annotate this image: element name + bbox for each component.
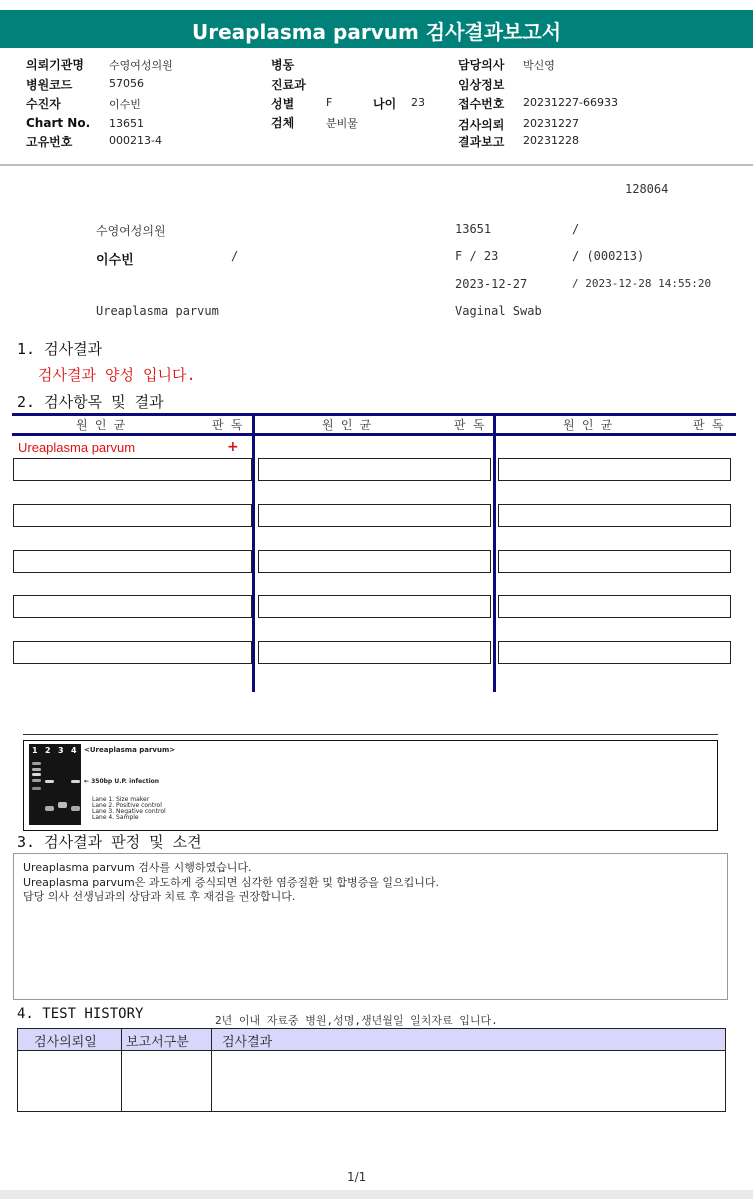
specimen-label: 검체 — [271, 116, 295, 130]
col-header-pathogen-2: 원 인 균 — [322, 418, 372, 432]
info-specimen: Vaginal Swab — [455, 304, 542, 318]
grid-header-line — [12, 433, 736, 436]
hospital-code-value: 57056 — [109, 77, 144, 90]
result-cell — [498, 550, 731, 573]
report-title-bar — [0, 10, 753, 48]
gel-legend-item: Lane 2. Positive control — [92, 802, 162, 809]
info-date-reported: / 2023-12-28 14:55:20 — [572, 277, 712, 290]
lane-number: 1 — [32, 746, 38, 755]
section3-title: 3. 검사결과 판정 및 소견 — [17, 833, 202, 851]
col-header-pathogen-1: 원 인 균 — [76, 418, 126, 432]
lane-number: 3 — [58, 746, 64, 755]
ward-label: 병동 — [271, 58, 295, 72]
section4-title: 4. TEST HISTORY — [17, 1006, 144, 1022]
request-date-value: 20231227 — [523, 117, 579, 130]
sex-label: 성별 — [271, 97, 295, 111]
gel-electrophoresis-image — [29, 744, 81, 825]
header-divider — [0, 164, 753, 166]
department-label: 진료과 — [271, 78, 306, 92]
ladder-band — [32, 762, 41, 765]
opinion-line: Ureaplasma parvum 검사를 시행하였습니다. — [23, 861, 252, 874]
hospital-code-label: 병원코드 — [26, 78, 73, 92]
sex-value: F — [326, 96, 333, 109]
section1-title: 1. 검사결과 — [17, 340, 103, 358]
pathogen-reading: + — [227, 439, 239, 455]
history-col-report-type: 보고서구분 — [126, 1035, 189, 1050]
grid-divider-2 — [493, 413, 496, 692]
result-cell — [498, 504, 731, 527]
lane-number: 2 — [45, 746, 51, 755]
result-cell — [13, 595, 252, 618]
gel-legend-item: Lane 1. Size maker — [92, 796, 150, 803]
chart-no-label: Chart No. — [26, 116, 91, 130]
info-sex-age: F / 23 — [455, 249, 499, 263]
report-date-value: 20231228 — [523, 134, 579, 147]
age-label: 나이 — [373, 97, 397, 111]
reference-number: 128064 — [625, 182, 669, 196]
pathogen-name: Ureaplasma parvum — [18, 440, 136, 455]
unique-no-label: 고유번호 — [26, 135, 73, 149]
page-number: 1/1 — [347, 1170, 367, 1184]
opinion-line: Ureaplasma parvum은 과도하게 증식되면 심각한 염증질환 및 합병증을 일으킵니다. — [23, 875, 439, 889]
info-date-received: 2023-12-27 — [455, 277, 528, 291]
info-unique-no: / (000213) — [572, 249, 645, 263]
receipt-no-label: 접수번호 — [458, 97, 505, 111]
opinion-box — [13, 853, 728, 1000]
doctor-label: 담당의사 — [458, 58, 505, 72]
positive-band — [45, 780, 54, 783]
info-patient: 이수빈 — [96, 253, 134, 268]
result-cell — [498, 641, 731, 664]
result-cell — [258, 595, 491, 618]
history-col-divider — [211, 1029, 212, 1111]
gel-legend-item: Lane 3. Negative control — [92, 808, 166, 815]
primer-band — [71, 806, 80, 811]
info-chart-no: 13651 — [455, 222, 492, 236]
patient-label: 수진자 — [26, 97, 61, 111]
ladder-band — [32, 779, 41, 782]
history-note: 2년 이내 자료중 병원,성명,생년월일 일치자료 입니다. — [215, 1014, 498, 1027]
chart-no-value: 13651 — [109, 117, 144, 130]
history-table-header — [18, 1029, 725, 1051]
request-date-label: 검사의뢰 — [458, 118, 505, 132]
opinion-line: 담당 의사 선생님과의 상담과 치료 후 재검을 권장합니다. — [23, 890, 296, 903]
result-cell — [13, 641, 252, 664]
page-bottom-strip — [0, 1190, 753, 1199]
unique-no-value: 000213-4 — [109, 134, 162, 147]
specimen-value: 분비물 — [326, 117, 358, 130]
col-header-reading-2: 판 독 — [454, 418, 485, 432]
grid-divider-1 — [252, 413, 255, 692]
history-col-divider — [121, 1029, 122, 1111]
result-cell — [13, 550, 252, 573]
institution-label: 의뢰기관명 — [26, 58, 84, 72]
info-test-name: Ureaplasma parvum — [96, 304, 219, 318]
result-cell — [498, 595, 731, 618]
test-result-positive: 검사결과 양성 입니다. — [38, 366, 196, 384]
gel-legend-item: Lane 4. Sample — [92, 814, 139, 821]
ladder-band — [32, 787, 41, 790]
ladder-band — [32, 768, 41, 771]
history-table — [17, 1028, 726, 1112]
receipt-no-value: 20231227-66933 — [523, 96, 618, 109]
result-cell — [13, 458, 252, 481]
col-header-reading-1: 판 독 — [212, 418, 243, 432]
primer-band — [45, 806, 54, 811]
result-cell — [13, 504, 252, 527]
info-patient-slash: / — [231, 249, 239, 263]
report-title: Ureaplasma parvum 검사결과보고서 — [191, 20, 562, 44]
result-cell — [258, 504, 491, 527]
lane-number: 4 — [71, 746, 77, 755]
clinical-info-label: 임상정보 — [458, 78, 505, 92]
patient-value: 이수빈 — [109, 98, 141, 111]
history-col-result: 검사결과 — [222, 1035, 273, 1050]
result-cell — [258, 458, 491, 481]
gel-title: <Ureaplasma parvum> — [84, 746, 176, 754]
sample-band — [71, 780, 80, 783]
info-slash: / — [572, 222, 580, 236]
col-header-pathogen-3: 원 인 균 — [563, 418, 613, 432]
result-cell — [258, 550, 491, 573]
history-col-request-date: 검사의뢰일 — [34, 1035, 97, 1050]
gel-top-rule — [23, 734, 718, 735]
col-header-reading-3: 판 독 — [693, 418, 724, 432]
ladder-band — [32, 773, 41, 776]
gel-marker-label: ← 350bp U.P. infection — [84, 778, 160, 785]
doctor-value: 박신영 — [523, 59, 555, 72]
result-cell — [258, 641, 491, 664]
result-cell — [498, 458, 731, 481]
age-value: 23 — [411, 96, 425, 109]
info-institution: 수영여성의원 — [96, 224, 166, 238]
section2-title: 2. 검사항목 및 결과 — [17, 393, 164, 411]
institution-value: 수영여성의원 — [109, 59, 173, 72]
report-date-label: 결과보고 — [458, 135, 505, 149]
primer-band — [58, 802, 67, 808]
